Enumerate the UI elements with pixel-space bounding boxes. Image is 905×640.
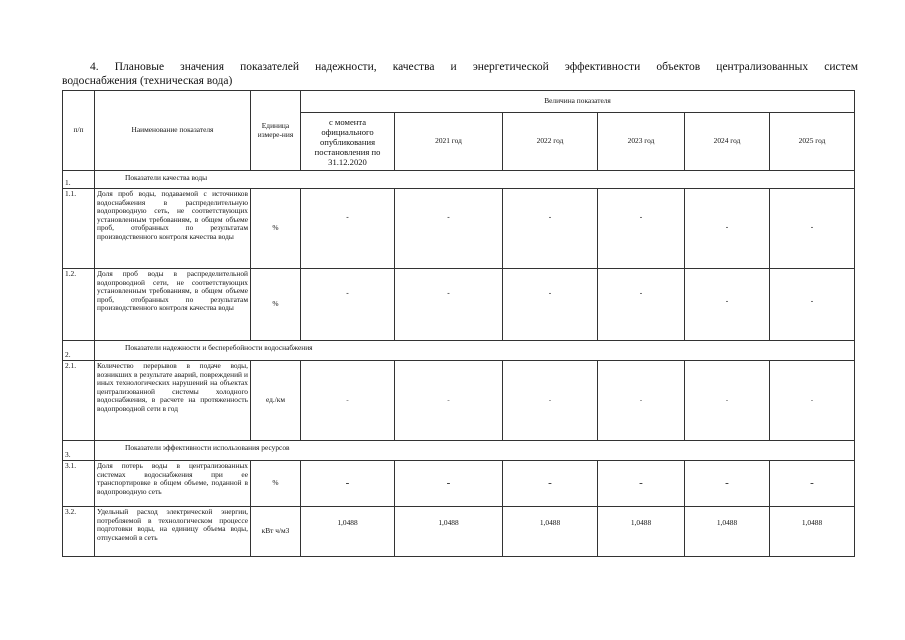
row-value: -: [598, 461, 685, 507]
row-value: -: [301, 461, 395, 507]
row-num: 3.2.: [63, 507, 95, 557]
row-unit: %: [251, 461, 301, 507]
header-year-2024: 2024 год: [685, 113, 770, 171]
header-year-2022: 2022 год: [503, 113, 598, 171]
row-value: -: [770, 269, 855, 341]
row-value: -: [770, 361, 855, 441]
table-row: [63, 269, 855, 341]
header-name: Наименование показателя: [95, 91, 251, 171]
row-value: -: [395, 361, 503, 441]
section-num: 1.: [63, 171, 95, 189]
row-value: 1,0488: [770, 507, 855, 557]
section-title: Показатели надежности и бесперебойности водоснабжения: [95, 341, 855, 361]
header-year-2023: 2023 год: [598, 113, 685, 171]
row-name: Доля проб воды в распределительной водопроводной сети, не соответствующих установленным требованиям, в общем объеме проб, отобранных по результатам производственного контроля качества воды: [95, 269, 251, 341]
row-value: -: [301, 189, 395, 269]
row-num: 1.1.: [63, 189, 95, 269]
row-value: -: [685, 189, 770, 269]
table-row: [63, 361, 855, 441]
section-num: 2.: [63, 341, 95, 361]
row-unit: кВт ч/м3: [251, 507, 301, 557]
row-value: -: [503, 269, 598, 341]
row-value: 1,0488: [503, 507, 598, 557]
row-value: -: [685, 361, 770, 441]
row-value: 1,0488: [395, 507, 503, 557]
section-row-3: [63, 441, 855, 461]
header-unit: Единица измере-ния: [251, 91, 301, 171]
row-value: -: [503, 189, 598, 269]
table-row: [63, 189, 855, 269]
row-value: -: [770, 461, 855, 507]
row-unit: %: [251, 269, 301, 341]
row-value: 1,0488: [301, 507, 395, 557]
table-heading: [62, 60, 858, 88]
row-name: Доля проб воды, подаваемой с источников водоснабжения в распределительную водопроводную сеть, не соответствующих установленным требованиям, в общем объеме проб, отобранных по результатам производственного контроля качества воды: [95, 189, 251, 269]
row-value: -: [598, 269, 685, 341]
row-value: -: [503, 461, 598, 507]
indicators-table: [62, 90, 855, 557]
section-num: 3.: [63, 441, 95, 461]
heading-line-2: водоснабжения (техническая вода): [62, 75, 233, 87]
row-name: Удельный расход электрической энергии, потребляемой в технологическом процессе подготовки воды, на единицу объема воды, отпускаемой в сеть: [95, 507, 251, 557]
row-value: 1,0488: [598, 507, 685, 557]
row-unit: %: [251, 189, 301, 269]
row-value: -: [395, 189, 503, 269]
row-value: -: [301, 361, 395, 441]
header-num: п/п: [63, 91, 95, 171]
table-row: [63, 461, 855, 507]
row-value: -: [770, 189, 855, 269]
row-value: -: [503, 361, 598, 441]
header-value-group: Величина показателя: [301, 91, 855, 113]
header-row-1: [63, 91, 855, 113]
heading-line-1: 4. Плановые значения показателей надежности, качества и энергетической эффективности объектов централизованных систем: [90, 61, 858, 73]
row-value: -: [598, 189, 685, 269]
row-num: 2.1.: [63, 361, 95, 441]
header-year-2025: 2025 год: [770, 113, 855, 171]
row-value: -: [598, 361, 685, 441]
row-value: -: [301, 269, 395, 341]
row-value: -: [685, 461, 770, 507]
header-col-official: с момента официального опубликования постановления по 31.12.2020: [301, 113, 395, 171]
row-num: 1.2.: [63, 269, 95, 341]
header-year-2021: 2021 год: [395, 113, 503, 171]
row-value: -: [685, 269, 770, 341]
row-value: -: [395, 461, 503, 507]
row-name: Доля потерь воды в централизованных системах водоснабжения при ее транспортировке в общем объеме, поданной в водопроводную сеть: [95, 461, 251, 507]
section-title: Показатели эффективности использования ресурсов: [95, 441, 855, 461]
section-title: Показатели качества воды: [95, 171, 855, 189]
row-value: -: [395, 269, 503, 341]
row-value: 1,0488: [685, 507, 770, 557]
section-row-1: [63, 171, 855, 189]
row-name: Количество перерывов в подаче воды, возникших в результате аварий, повреждений и иных технологических нарушений на объектах централизованной системы холодного водоснабжения, в расчете на протяженность водопроводной сети в год: [95, 361, 251, 441]
table-row: [63, 507, 855, 557]
row-unit: ед./км: [251, 361, 301, 441]
row-num: 3.1.: [63, 461, 95, 507]
section-row-2: [63, 341, 855, 361]
